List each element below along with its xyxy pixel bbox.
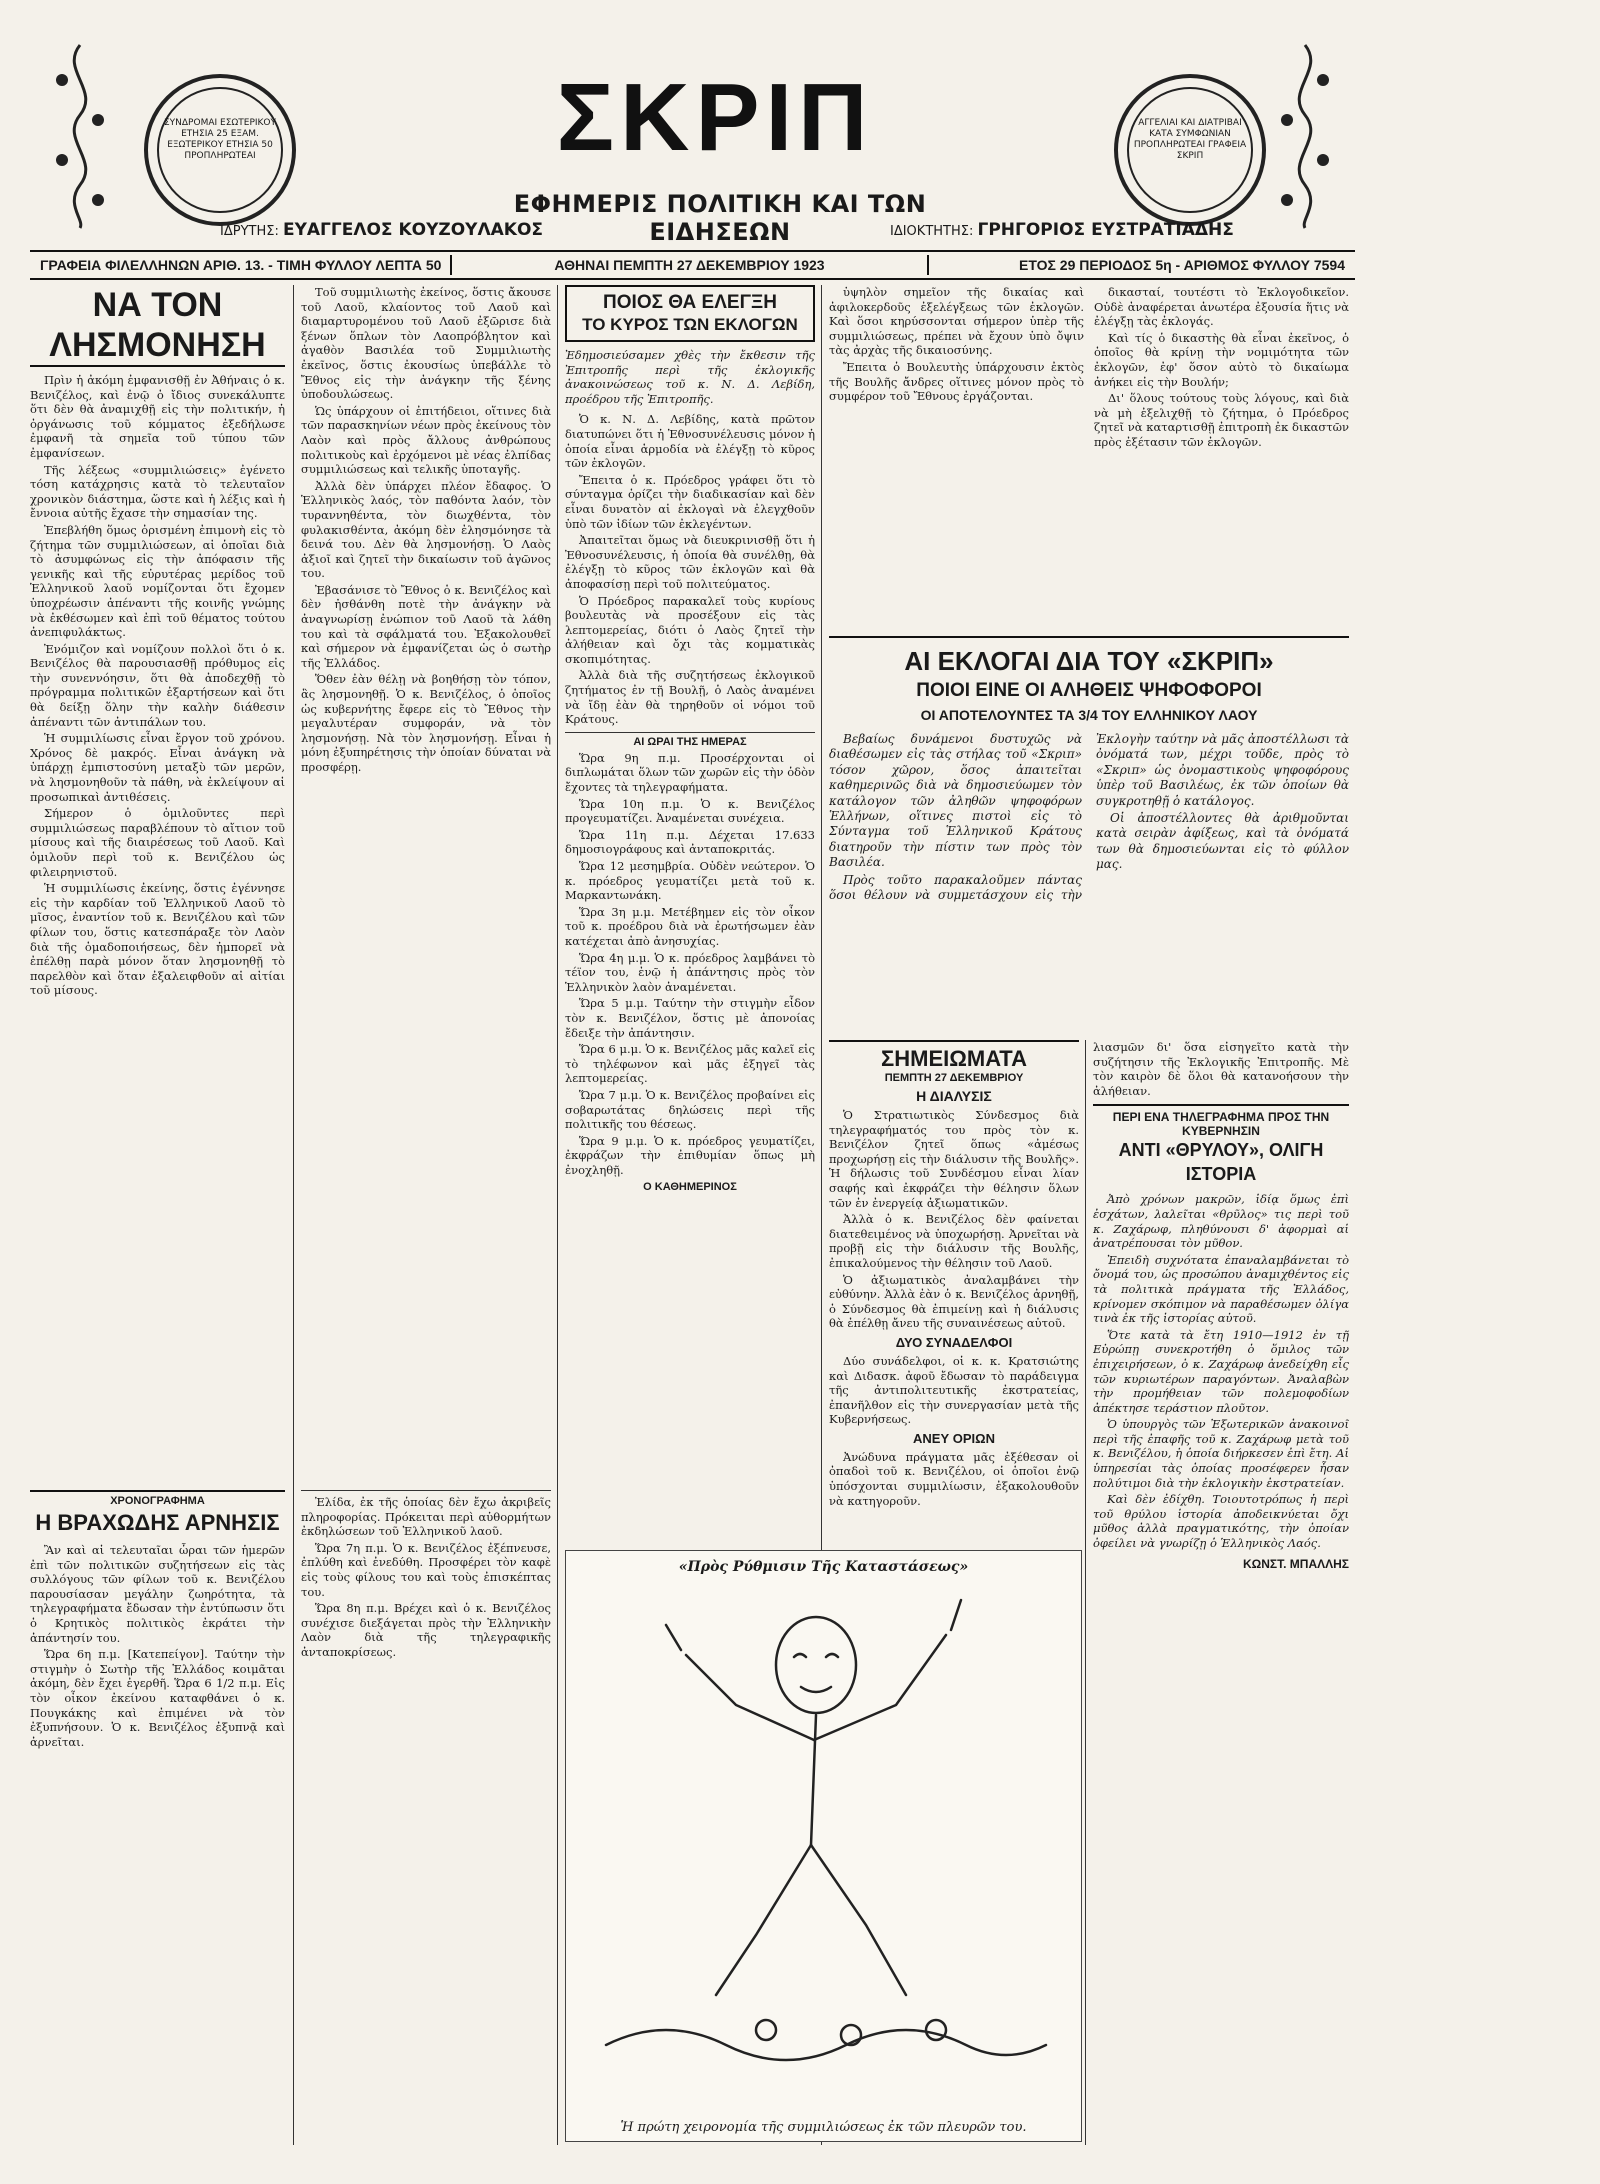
figure-torso [811, 1715, 816, 1845]
article-paragraph: Ἀπὸ χρόνων μακρῶν, ἰδίᾳ ὅμως ἐπὶ ἐσχάτων, λαλεῖται «θρῦλος» τις περὶ τοῦ κ. Ζαχάρωφ, πληθύνουσι δ' ἀφορμαὶ αἱ ἀνατρέπουσαι τὸν μῦθον. [1093, 1192, 1349, 1251]
newspaper-page [30, 30, 1355, 2150]
chronicle-paragraph: Ἂν καὶ αἱ τελευταῖαι ὧραι τῶν ἡμερῶν ἐπὶ τῶν πολιτικῶν συζητήσεων εἰς τὰς συλλόγους τῶν φίλων τοῦ κ. Βενιζέλου παρουσίασαν μεγάλην ζωηρότητα, τὰ τηλεγραφήματα ἔδωσαν τὴν ἐντύπωσιν ὅτι ὁ Κρητικὸς πολιτικὸς ἐκράτει τὴν ἀπάντησίν του. [30, 1543, 285, 1645]
col2-paragraph: Ὡς ὑπάρχουν οἱ ἐπιτήδειοι, οἵτινες διὰ τῶν παρασκηνίων νέων πρὸς ἐκείνους τὸν Λαὸν καὶ πρὸς ἄλλους ἀνθρώπους πολιτικοὺς καὶ ἐρχόμενοι μὲ νέας ἐλπίδας συμμιλιώσεως καὶ τελικῆς ὑποταγῆς. [301, 403, 551, 477]
cartoon-caption: Ἡ πρώτη χειρονομία τῆς συμμιλιώσεως ἐκ τῶν πλευρῶν του. [620, 2120, 1027, 2135]
cartoon-drawing [566, 1575, 1081, 2095]
figure-left-leg [716, 1845, 811, 1995]
col2-tail-paragraph: Ἐλίδα, ἐκ τῆς ὁποίας δὲν ἔχω ἀκριβεῖς πληροφορίας. Πρόκειται περὶ αὐθορμήτων ἐκδηλώσεων τοῦ Ἑλληνικοῦ λαοῦ. [301, 1495, 551, 1539]
scrip-paragraph: Οἱ ἀποστέλλοντες θὰ ἀριθμοῦνται κατὰ σειρὰν ἀφίξεως, καὶ τὰ ὀνόματά των θὰ δημοσιεύωνται εἰς τὸ φύλλον μας. [1096, 811, 1349, 872]
log-entry: Ὥρα 3η μ.μ. Μετέβημεν εἰς τὸν οἶκον τοῦ κ. προέδρου διὰ νὰ ἐρωτήσωμεν ἐὰν κατέχεται ἀπὸ ἀνησυχίας. [565, 904, 815, 948]
col2-paragraph: Ἐβασάνισε τὸ Ἔθνος ὁ κ. Βενιζέλος καὶ δὲν ἠσθάνθη ποτὲ τὴν ἀνάγκην νὰ ἀναγνωρίσῃ ἐνώπιον τοῦ Λαοῦ τὰ λάθη του καὶ τὰ σφάλματά του. Ἐξακολουθεῖ καὶ σήμερον νὰ ἐμφανίζεται ὡς ὁ σωτὴρ τῆς Ἑλλάδος. [301, 582, 551, 670]
article-body [1093, 1192, 1349, 1550]
notes-paragraph: Δύο συνάδελφοι, οἱ κ. κ. Κρατσιώτης καὶ Διδασκ. ἀφοῦ ἔδωσαν τὸ παράδειγμα τῆς ἀντιπολιτευτικῆς ἐκστρατείας, ἐπανῆλθον εἰς τὴν συνεργασίαν μετὰ τῆς Κυβερνήσεως. [829, 1353, 1079, 1427]
notes-heading-colleagues: ΔΥΟ ΣΥΝΑΔΕΛΦΟΙ [895, 1334, 1013, 1350]
figure-eyes [794, 1654, 838, 1657]
notes-dissolution-body [829, 1108, 1079, 1331]
article-paragraph: Ὅτε κατὰ τὰ ἔτη 1910—1912 ἐν τῇ Εὐρώπῃ συνεκροτήθη ὁ ὅμιλος τῶν ἐπιχειρήσεων, ὁ κ. Ζαχάρωφ ἀνεδείχθη εἷς τῶν κυριωτέρων παραγόντων. Ἀναλαβὼν τὴν προμήθειαν τῶν πολεμοφοδίων ἀπέκτησε τεράστιον πλοῦτον. [1093, 1327, 1349, 1415]
col4-tail-paragraph: δικασταί, τουτέστι τὸ Ἐκλογοδικεῖον. Οὐδὲ ἀναφέρεται ἀνωτέρα ἐξουσία ἥτις νὰ ἐλέγξῃ τὰς ἐκλογάς. [1094, 285, 1349, 329]
col4-top-right [1094, 285, 1349, 630]
article-paragraph: Ἐπειδὴ συχνότατα ἐπαναλαμβάνεται τὸ ὄνομά του, ὡς προσώπου ἀναμιχθέντος εἰς τὰ πολιτικὰ πράγματα τῆς Ἑλλάδος, κρίνομεν σκόπιμον νὰ παραθέσωμεν ὀλίγα τινὰ ἐκ τῆς ἱστορίας αὐτοῦ. [1093, 1252, 1349, 1326]
col4-tail-paragraph: Καὶ τίς ὁ δικαστὴς θὰ εἶναι ἐκεῖνος, ὁ ὁποῖος θὰ κρίνῃ τὴν νομιμότητα τῶν ἐκλογῶν, ἐφ' ὅσον αὐτὸ τὸ δικαίωμα ἀνήκει εἰς τὴν Βουλήν; [1094, 330, 1349, 389]
masthead-subtitle: ΕΦΗΜΕΡΙΣ ΠΟΛΙΤΙΚΗ ΚΑΙ ΤΩΝ ΕΙΔΗΣΕΩΝ [513, 190, 927, 246]
fallen-figure [756, 2020, 776, 2040]
owner-name: ΓΡΗΓΟΡΙΟΣ ΕΥΣΤΡΑΤΙΑΔΗΣ [977, 220, 1234, 240]
election-intro: Ἐδημοσιεύσαμεν χθὲς τὴν ἔκθεσιν τῆς Ἐπιτροπῆς περὶ τῆς ἐκλογικῆς ἀνακοινώσεως τοῦ κ. Ν. Δ. Λεβίδη, προέδρου τῆς Ἐπιτροπῆς. [565, 348, 815, 406]
advertisements-seal [1110, 70, 1270, 230]
cartoon-title: «Πρὸς Ρύθμισιν Τῆς Καταστάσεως» [678, 1559, 969, 1575]
ground-line [606, 2030, 1046, 2060]
figure-left-arm [686, 1655, 814, 1740]
lead-paragraph: Ἡ συμμιλίωσις ἐκείνης, ὅστις ἐγέννησε εἰς τὴν καρδίαν τοῦ Ἑλληνικοῦ Λαοῦ τὸ μῖσος, ἐναντίον τοῦ κ. Βενιζέλου καὶ τῶν φίλων του, ὅστις κατεσπάραξε τὸν Λαὸν διὰ τῆς ὁμαδοποιήσεως, δὲν ἠμπορεῖ νὰ ἐπέλθῃ παρὰ μόνον ὅταν λησμονηθῇ τὸ παρελθὸν καὶ ὅταν ἐξαλειφθοῦν αἱ αἰτίαι τοῦ μίσους. [30, 881, 285, 998]
col4-paragraph: ὑψηλὸν σημεῖον τῆς δικαίας καὶ ἀφιλοκερδοῦς ἐξελέγξεως τῶν ἐκλογῶν. Καὶ ὅσοι κηρύσσονται σήμερον ὑπὲρ τῆς συμμιλιώσεως, πρέπει νὰ ἔχουν ὑπὸ ὄψιν τὰς ἀρχὰς τῆς δικαιοσύνης. [829, 285, 1084, 358]
scrip-body [829, 732, 1349, 903]
notes-paragraph: Ὁ Στρατιωτικὸς Σύνδεσμος διὰ τηλεγραφήματός του πρὸς τὸν κ. Βενιζέλον ζητεῖ ὅπως «ἀμέσως προχωρήσῃ εἰς τὴν διάλυσιν τῆς Βουλῆς». Ἡ δήλωσις τοῦ Συνδέσμου εἶναι λίαν σαφής καὶ ἐκφράζει τὴν θέλησιν ὅλων τῶν ἐν ἐνεργείᾳ ἀξιωματικῶν. [829, 1108, 1079, 1210]
notes-paragraph: Ὁ ἀξιωματικὸς ἀναλαμβάνει τὴν εὐθύνην. Ἀλλὰ ἐὰν ὁ κ. Βενιζέλος ἀρνηθῇ, ὁ Σύνδεσμος θὰ ἐπιμείνῃ καὶ ἡ διάλυσις θὰ ἐπέλθῃ ἄνευ τῆς συναινέσεως αὐτοῦ. [829, 1272, 1079, 1331]
col3-paragraph: Ἀλλὰ διὰ τῆς συζητήσεως ἐκλογικοῦ ζητήματος ἐν τῇ Βουλῇ, ὁ Λαὸς ἀναμένει νὰ ἴδῃ ἐὰν θὰ τηρηθοῦν οἱ νόμοι τοῦ Κράτους. [565, 668, 815, 727]
column-three [565, 285, 815, 1535]
col2-tail-paragraph: Ὥρα 7η π.μ. Ὁ κ. Βενιζέλος ἐξέπνευσε, ἐπλύθη καὶ ἐνεδύθη. Προσφέρει τὸν καφὲ εἰς τοὺς φίλους του καὶ τοὺς ἐπισκέπτας του. [301, 1540, 551, 1599]
founder-label: ΙΔΡΥΤΗΣ: [220, 224, 279, 239]
column-rule [557, 285, 558, 2145]
election-box [565, 285, 815, 342]
log-entry: Ὥρα 5 μ.μ. Ταύτην τὴν στιγμὴν εἶδον τὸν κ. Βενιζέλον, ὅστις μὲ ἀπονοίας ἔδειξε τὴν ἀπάντησιν. [565, 996, 815, 1040]
chronicle-label: ΧΡΟΝΟΓΡΑΦΗΜΑ [30, 1490, 285, 1507]
zaharoff-article [1093, 1040, 1349, 2140]
masthead-title: ΣΚΡΙΠ [556, 70, 874, 160]
notes-limits-body [829, 1450, 1079, 1508]
log-entry: Ὥρα 12 μεσημβρία. Οὐδὲν νεώτερον. Ὁ κ. πρόεδρος γευματίζει μετὰ τοῦ κ. Μαρκαντωνάκη. [565, 859, 815, 903]
col2-paragraph: Ὅθεν ἐὰν θέλῃ νὰ βοηθήσῃ τὸν τόπον, ἂς λησμονηθῇ. Ὁ κ. Βενιζέλος, ὁ ὁποῖος ὡς κυβερνήτης ἔφερε εἰς τὸ Ἔθνος τὴν μεγαλυτέραν συμφοράν, νὰ τὸν λησμονήσῃ. Νὰ τὸν λησμονήσῃ. Εἶναι ἡ μόνη ἐξυπηρέτησις τὴν ὁποίαν δύναται νὰ προσφέρῃ. [301, 672, 551, 774]
log-entry: Ὥρα 6 μ.μ. Ὁ κ. Βενιζέλος μᾶς καλεῖ εἰς τὸ τηλέφωνον καὶ μᾶς ἐξηγεῖ τὰς λεπτομερείας. [565, 1042, 815, 1086]
log-entry: Ὥρα 4η μ.μ. Ὁ κ. πρόεδρος λαμβάνει τὸ τέϊον του, ἐνῷ ἡ ἀπάντησις πρὸς τὸν Ἑλληνικὸν λαὸν ἀναμένεται. [565, 950, 815, 994]
col2-paragraph: Τοῦ συμμιλιωτὴς ἐκείνος, ὅστις ἄκουσε τοῦ Λαοῦ, κλαίοντος τοῦ Λαοῦ καὶ διαμαρτυρομένου τοῦ Λαοῦ ἐξῶρισε διὰ ξένων ὅπλων τὸν Λαοπρόβλητον καὶ ἀγαθὸν Βασιλέα τοῦ Συμμιλιωτὴς ἐκεῖνος, ὅστις ἐκουσίως ὑπεβάλλε τὸ Ἔθνος εἰς τὴν ἀνάγκην τῆς ξένης ὑποδουλώσεως. [301, 285, 551, 402]
column-lead [30, 285, 285, 2145]
col4-top [829, 285, 1349, 630]
notes-date: ΠΕΜΠΤΗ 27 ΔΕΚΕΜΒΡΙΟΥ [884, 1072, 1024, 1084]
scrip-subheadline-2: ΟΙ ΑΠΟΤΕΛΟΥΝΤΕΣ ΤΑ 3/4 ΤΟΥ ΕΛΛΗΝΙΚΟΥ ΛΑΟΥ [920, 707, 1258, 723]
fallen-figure [926, 2020, 946, 2040]
issue-date: ΑΘΗΝΑΙ ΠΕΜΠΤΗ 27 ΔΕΚΕΜΒΡΙΟΥ 1923 [554, 257, 825, 273]
article-headline-2: ΑΝΤΙ «ΘΡΥΛΟΥ», ΟΛΙΓΗ ΙΣΤΟΡΙΑ [1118, 1140, 1324, 1185]
founder-name: ΕΥΑΓΓΕΛΟΣ ΚΟΥΖΟΥΛΑΚΟΣ [282, 220, 544, 240]
political-cartoon [565, 1550, 1082, 2142]
scrip-paragraph: Πρὸς τοῦτο παρακαλοῦμεν πάντας ὅσοι θέλουν νὰ συμμετάσχουν εἰς τὴν Ἐκλογὴν ταύτην νὰ μᾶς ἀποστέλλωσι τὰ ὀνόματά των, μέχρι τοῦδε, πρὸς τὸ «Σκριπ» ὡς ὀνομαστικοὺς ψηφοφόρους ὑπὲρ τοῦ Βασιλέως, ἐκ τῶν ὁποίων θὰ συγκροτηθῇ ὁ κατάλογος. [829, 732, 1349, 903]
figure-sticks [666, 1600, 961, 1650]
signoff: Ο ΚΑΘΗΜΕΡΙΝΟΣ [643, 1181, 737, 1194]
masthead [30, 30, 1355, 245]
advertisements-seal-text: ΑΓΓΕΛΙΑΙ ΚΑΙ ΔΙΑΤΡΙΒΑΙ ΚΑΤΑ ΣΥΜΦΩΝΙΑΝ ΠΡΟΠΛΗΡΩΤΕΑΙ ΓΡΑΦΕΙΑ ΣΚΡΙΠ [1133, 118, 1247, 161]
col3-paragraph: Ἀπαιτεῖται ὅμως νὰ διευκρινισθῇ ὅτι ἡ Ἐθνοσυνέλευσις, ἡ ὁποία θὰ συνέλθῃ, θὰ ἐλέγξῃ τὸ κῦρος τῶν ἐκλογῶν καὶ θὰ ἀποφασίσῃ περὶ τοῦ πολιτεύματος. [565, 533, 815, 591]
notes-paragraph: Ἀνώδυνα πράγματα μᾶς ἐξέθεσαν οἱ ὀπαδοὶ τοῦ κ. Βενιζέλου, οἱ ὁποῖοι ἐνῷ ὑπόσχονται συμμιλίωσιν, ἐξακολουθοῦν νὰ κατηγοροῦν. [829, 1449, 1079, 1508]
issue-number: ΕΤΟΣ 29 ΠΕΡΙΟΔΟΣ 5η - ΑΡΙΘΜΟΣ ΦΥΛΛΟΥ 7594 [1018, 257, 1345, 273]
col3-paragraph: Ὁ Πρόεδρος παρακαλεῖ τοὺς κυρίους βουλευτὰς νὰ προσέξουν εἰς τὰς λεπτομερείας, διότι ὁ Λαὸς ζητεῖ τὴν ἀλήθειαν καὶ ὄχι τὰς κομματικὰς σκοπιμότητας. [565, 593, 815, 666]
col2-paragraph: Ἀλλὰ δὲν ὑπάρχει πλέον ἔδαφος. Ὁ Ἑλληνικὸς λαός, τὸν παθόντα λαόν, τὸν τυραννηθέντα, τὸν διωχθέντα, τὸν φυλακισθέντα, ἀκόμη δὲν ἐλησμόνησε τὰ δεινά του. Δὲν θὰ λησμονήσῃ. Ὁ Λαὸς ἀξιοῖ καὶ ζητεῖ τὴν δικαίωσιν τοῦ ἀγῶνος του. [301, 478, 551, 581]
col4-top-left [829, 285, 1084, 630]
article-byline: ΚΩΝΣΤ. ΜΠΑΛΛΗΣ [1242, 1556, 1349, 1571]
masthead-logo [535, 70, 895, 160]
col3-paragraph: Ὁ κ. Ν. Δ. Λεβίδης, κατὰ πρῶτον διατυπώνει ὅτι ἡ Ἐθνοσυνέλευσις μόνον ἡ ὁποία εἶναι ἁρμοδία νὰ ἐλέγξῃ τὸ κῦρος τῶν ἐκλογῶν. [565, 412, 815, 471]
article-lead-in: λιασμῶν δι' ὅσα εἰσηγεῖτο κατὰ τὴν συζήτησιν τῆς Ἐκλογικῆς Ἐπιτροπῆς. Μὲ τὸν καιρὸν δὲ ὅλοι θὰ κατανοήσουν τὴν ἀλήθειαν. [1093, 1040, 1349, 1098]
lead-paragraph: Ἡ συμμιλίωσις εἶναι ἔργον τοῦ χρόνου. Χρόνος δὲ μακρός. Εἶναι ἀνάγκη νὰ ὑπάρχῃ ἐμπιστοσύνη μεταξὺ τῶν μερῶν, νὰ λησμονηθοῦν τὰ πάθη, νὰ ἐκλείψουν αἱ προσωπικαὶ ἀντιθέσεις. [30, 731, 285, 804]
subscriptions-seal-text: ΣΥΝΔΡΟΜΑΙ ΕΣΩΤΕΡΙΚΟΥ ΕΤΗΣΙΑ 25 ΕΞΑΜ. ΕΞΩΤΕΡΙΚΟΥ ΕΤΗΣΙΑ 50 ΠΡΟΠΛΗΡΩΤΕΑΙ [163, 118, 277, 161]
col4-tail-paragraph: Δι' ὅλους τούτους τοὺς λόγους, καὶ διὰ νὰ μὴ ἐξελιχθῇ τὸ ζήτημα, ὁ Πρόεδρος ζητεῖ νὰ καταρτισθῇ ἐπιτροπὴ ἐκ δικαστῶν πρὸς ἐξέτασιν τῶν ἐκλογῶν. [1094, 391, 1349, 449]
left-ornament-icon [50, 40, 110, 230]
scrip-subheadline-1: ΠΟΙΟΙ ΕΙΝΕ ΟΙ ΑΛΗΘΕΙΣ ΨΗΦΟΦΟΡΟΙ [916, 680, 1262, 701]
column-rule [293, 285, 294, 2145]
notes-section [829, 1040, 1079, 1545]
right-ornament-icon [1275, 40, 1335, 230]
chronicle-paragraph: Ὥρα 6η π.μ. [Κατεπείγον]. Ταύτην τὴν στιγμὴν ὁ Σωτὴρ τῆς Ἑλλάδος κοιμᾶται ἀκόμη, δὲν ἔχει ἐγερθῆ. Ὥρα 6 1/2 π.μ. Εἰς τὸν οἶκον ἐκείνου καταφθάνει ὁ κ. Πουγκάκης καὶ ἐπιμένει νὰ τὸν ἐξυπνήσουν. Ὁ κ. Βενιζέλος ἐξυπνᾷ καὶ ἀρνεῖται. [30, 1647, 285, 1749]
chronicle-headline: Η ΒΡΑΧΩΔΗΣ ΑΡΝΗΣΙΣ [35, 1510, 280, 1535]
election-headline-2: ΤΟ ΚΥΡΟΣ ΤΩΝ ΕΚΛΟΓΩΝ [582, 315, 798, 334]
lead-paragraph: Ἐνόμιζον καὶ νομίζουν πολλοὶ ὅτι ὁ κ. Βενιζέλος θὰ παρουσιασθῇ πρόθυμος εἰς τὴν συνεννόησιν, ὅτι θὰ ἀποδεχθῇ τὸ πρόγραμμα πολιτικῶν ἐξαρτήσεων καὶ ὅτι θὰ δείξῃ ὅλην τὴν καλὴν διάθεσιν ἀπέναντι τῶν ἀντιπάλων του. [30, 641, 285, 729]
article-paragraph: Ὁ ὑπουργὸς τῶν Ἐξωτερικῶν ἀνακοινοῖ περὶ τῆς ἐπαφῆς τοῦ κ. Ζαχάρωφ μετὰ τοῦ κ. Βενιζέλου, ἡ ὁποία διήρκεσεν ἐπὶ ἔτη. Αἱ ὑπηρεσίαι τὰς ὁποίας προσέφερεν ἦσαν πολύτιμοι διὰ τὴν ἐκλογικὴν ἐκστρατείαν. [1093, 1417, 1349, 1490]
col4-paragraph: Ἔπειτα ὁ Βουλευτὴς ὑπάρχουσιν ἐκτὸς τῆς Βουλῆς ἄνδρες οἵτινες μόνον πρὸς τὸ συμφέρον τοῦ Ἔθνους ἐργάζονται. [829, 359, 1084, 404]
col2-tail-paragraph: Ὥρα 8η π.μ. Βρέχει καὶ ὁ κ. Βενιζέλος συνέχισε διεξάγεται πρὸς τὴν Ἑλληνικὴν Λαὸν διὰ τῆς τηλεγραφικῆς ἀνταποκρίσεως. [301, 1601, 551, 1659]
column-two-tail [301, 1490, 551, 1662]
col3-paragraph: Ἔπειτα ὁ κ. Πρόεδρος γράφει ὅτι τὸ σύνταγμα ὁρίζει τὴν διαδικασίαν καὶ δὲν εἶναι δυνατὸν αἱ ἐκλογαὶ νὰ ἐλεγχθοῦν ὑπὸ τῶν ἰδίων τῶν ἐκλεγέντων. [565, 472, 815, 531]
lead-paragraph: Ἐπεβλήθη ὅμως ὀρισμένη ἐπιμονὴ εἰς τὸ ζήτημα τῶν συμμιλιώσεων, αἱ ὁποῖαι διὰ τὸ ἀσυμφώνως εἰς τὴν ἀπόφασιν τῆς γενικῆς καὶ τῆς εὐρυτέρας μερίδος τοῦ Ἑλληνικοῦ λαοῦ νομίζονται ὅτι ἔχομεν ὑποχρέωσιν ἀπέναντι τῆς κοινῆς γνώμης νὰ ἐκθέσωμεν καὶ ἐπὶ τοῦ θέματος τούτου ἀνεπιφυλάκτως. [30, 522, 285, 640]
lead-paragraph: Πρὶν ἡ ἀκόμη ἐμφανισθῇ ἐν Ἀθήναις ὁ κ. Βενιζέλος, καὶ ἐνῷ ὁ ἴδιος συνεκάλυπτε ὅτι δὲν θὰ ἀναμιχθῇ εἰς τὴν πολιτικήν, ἡ ὀργάνωσις τοῦ κόμματος ἐξεδήλωσε ἐμφανῆ τὰ σημεῖα τοῦ τύπου τῶν ἐμφανίσεων. [30, 373, 285, 460]
lead-body [30, 373, 285, 998]
founder-credit [220, 220, 543, 240]
article-headline-1: ΠΕΡΙ ΕΝΑ ΤΗΛΕΓΡΑΦΗΜΑ ΠΡΟΣ ΤΗΝ ΚΥΒΕΡΝΗΣΙΝ [1093, 1104, 1349, 1138]
lead-headline: ΝΑ ΤΟΝ ΛΗΣΜΟΝΗΣΗ [30, 285, 285, 367]
election-body [565, 412, 815, 726]
hours-log [565, 751, 815, 1178]
notes-heading-dissolution: Η ΔΙΑΛΥΣΙΣ [916, 1088, 992, 1104]
offices-price: ΓΡΑΦΕΙΑ ΦΙΛΕΛΛΗΝΩΝ ΑΡΙΘ. 13. - ΤΙΜΗ ΦΥΛΛΟΥ ΛΕΠΤΑ 50 [40, 257, 442, 273]
subscriptions-seal [140, 70, 300, 230]
owner-credit [890, 220, 1234, 240]
info-bar [30, 250, 1355, 280]
log-entry: Ὥρα 7 μ.μ. Ὁ κ. Βενιζέλος προβαίνει εἰς σοβαρωτάτας δηλώσεις περὶ τῆς πολιτικῆς του θέσεως. [565, 1087, 815, 1132]
log-entry: Ὥρα 9 μ.μ. Ὁ κ. πρόεδρος γευματίζει, ἐκφράζων τὴν ἐπιθυμίαν ὅπως μὴ ἐνοχληθῇ. [565, 1133, 815, 1177]
scrip-headline: ΑΙ ΕΚΛΟΓΑΙ ΔΙΑ ΤΟΥ «ΣΚΡΙΠ» [904, 646, 1274, 676]
lead-paragraph: Τῆς λέξεως «συμμιλιώσεις» ἐγένετο τόση κατάχρησις κατὰ τὸ τελευταῖον χρονικὸν διάστημα, ὥστε καὶ ἡ λέξις καὶ ἡ ἔννοια αὐτῆς ἔχασε τὴν σημασίαν της. [30, 462, 285, 521]
skrip-logo-icon [535, 70, 895, 160]
lead-paragraph: Σήμερον ὁ ὁμιλοῦντες περὶ συμμιλιώσεως παραβλέπουν τὸ αἴτιον τοῦ μίσους καὶ τῆς διαιρέσεως τοῦ Λαοῦ. Καὶ ὁμιλοῦν περὶ τοῦ κ. Βενιζέλου ὡς φιλειρηνιστοῦ. [30, 806, 285, 879]
owner-label: ΙΔΙΟΚΤΗΤΗΣ: [890, 224, 974, 239]
notes-label: ΣΗΜΕΙΩΜΑΤΑ [829, 1040, 1079, 1072]
column-two-body [301, 285, 551, 775]
figure-head [776, 1617, 856, 1713]
notes-paragraph: Ἀλλὰ ὁ κ. Βενιζέλος δὲν φαίνεται διατεθειμένος νὰ ὑποχωρήσῃ. Ἀρνεῖται νὰ προβῇ εἰς τὴν διάλυσιν τῆς Βουλῆς, ἐπικαλούμενος τὴν θέλησιν τοῦ Λαοῦ. [829, 1212, 1079, 1270]
figure-right-arm [814, 1635, 946, 1740]
notes-colleagues-body [829, 1354, 1079, 1427]
scrip-paragraph: Βεβαίως δυνάμενοι δυστυχῶς νὰ διαθέσωμεν εἰς τὰς στήλας τοῦ «Σκριπ» τόσον χῶρον, ὅσος ἀπαιτεῖται καθημερινῶς διὰ νὰ δημοσιεύωμεν τὸν κατάλογον τῶν ἀληθῶν ψηφοφόρων Ἑλλήνων, οἵτινες πιστοὶ εἰς τὸ Σύνταγμα τοῦ Ἑλληνικοῦ Κράτους διατηροῦν τὴν πίστιν των πρὸς τὸν Βασιλέα. [829, 732, 1082, 870]
scrip-election-section [829, 636, 1349, 726]
figure-mouth [801, 1687, 831, 1692]
chronicle-section [30, 1490, 285, 1751]
log-entry: Ὥρα 10η π.μ. Ὁ κ. Βενιζέλος προγευματίζει. Ἀναμένεται συνέχεια. [565, 796, 815, 826]
column-two [301, 285, 551, 2145]
notes-heading-limits: ΑΝΕΥ ΟΡΙΩΝ [913, 1430, 995, 1446]
article-paragraph: Καὶ δὲν ἐδίχθη. Τοιουτοτρόπως ἡ περὶ τοῦ θρύλου ἱστορία ἀποδεικνύεται ὄχι μῦθος ἀλλὰ πραγματικότης, τὴν ὁποίαν ὀφείλει νὰ γνωρίζῃ ὁ Ἑλληνικὸς Λαός. [1093, 1492, 1349, 1551]
log-entry: Ὥρα 11η π.μ. Δέχεται 17.633 δημοσιογράφους καὶ ἀνταποκριτάς. [565, 827, 815, 857]
log-entry: Ὥρα 9η π.μ. Προσέρχονται οἱ διπλωμάται ὅλων τῶν χωρῶν εἰς τὴν ὁδὸν ἔχοντες τὰ τηλεγραφήματα. [565, 750, 815, 795]
hours-log-title: ΑΙ ΩΡΑΙ ΤΗΣ ΗΜΕΡΑΣ [565, 732, 815, 748]
chronicle-body [30, 1543, 285, 1749]
election-headline-1: ΠΟΙΟΣ ΘΑ ΕΛΕΓΞΗ [603, 292, 777, 313]
figure-right-leg [811, 1845, 906, 1995]
